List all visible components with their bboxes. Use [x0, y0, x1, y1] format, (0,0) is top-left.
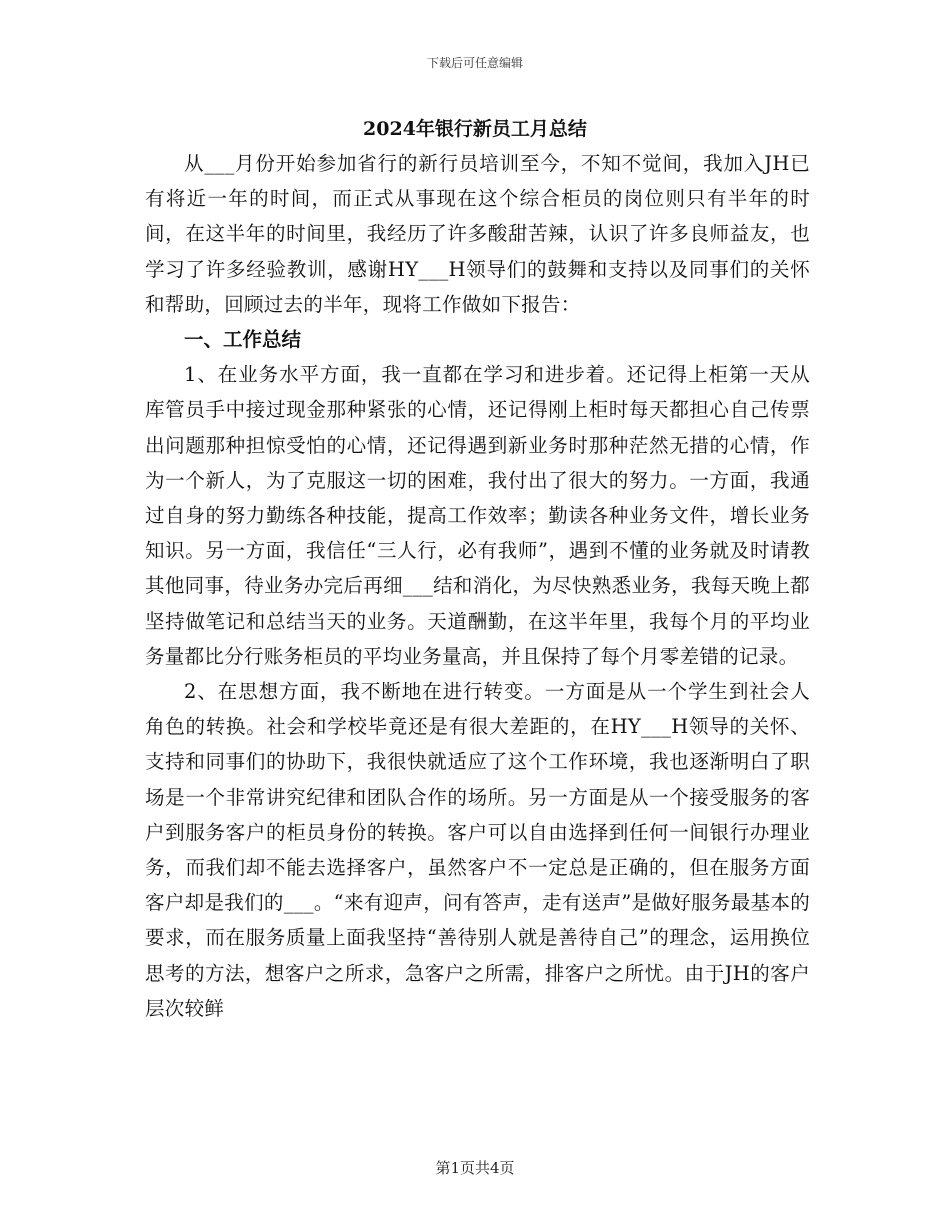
document-title: 2024年银行新员工月总结 [363, 118, 587, 140]
paragraph-business-skills: 1、在业务水平方面，我一直都在学习和进步着。还记得上柜第一天从库管员手中接过现金那种紧张的心情，还记得刚上柜时每天都担心自己传票出问题那种担惊受怕的心情，还记得遇到新业务时那种茫然无措的心情，作为一个新人，为了克服这一切的困难，我付出了很大的努力。一方面，我通过自身的努力勤练各种技能，提高工作效率；勤读各种业务文件，增长业务知识。另一方面，我信任“三人行，必有我师”，遇到不懂的业务就及时请教其他同事，待业务办完后再细___结和消化，为尽快熟悉业务，我每天晚上都坚持做笔记和总结当天的业务。天道酬勤，在这半年里，我每个月的平均业务量都比分行账务柜员的平均业务量高，并且保持了每个月零差错的记录。 [145, 363, 810, 668]
page-number-footer: 第1页共4页 [435, 1159, 515, 1177]
header-note: 下载后可任意编辑 [426, 56, 523, 70]
paragraph-mindset: 2、在思想方面，我不断地在进行转变。一方面是从一个学生到社会人角色的转换。社会和学校毕竟还是有很大差距的，在HY___H领导的关怀、支持和同事们的协助下，我很快就适应了这个工作环境，我也逐渐明白了职场是一个非常讲究纪律和团队合作的场所。另一方面是从一个接受服务的客户到服务客户的柜员身份的转换。客户可以自由选择到任何一间银行办理业务，而我们却不能去选择客户，虽然客户不一定总是正确的，但在服务方面客户却是我们的___。“来有迎声，问有答声，走有送声”是做好服务最基本的要求，而在服务质量上面我坚持“善待别人就是善待自己”的理念，运用换位思考的方法，想客户之所求，急客户之所需，排客户之所忧。由于JH的客户层次较鲜 [145, 680, 810, 1020]
section-heading-work-summary: 一、工作总结 [184, 328, 302, 352]
intro-paragraph: 从___月份开始参加省行的新行员培训至今，不知不觉间，我加入JH已有将近一年的时间，而正式从事现在这个综合柜员的岗位则只有半年的时间，在这半年的时间里，我经历了许多酸甜苦辣，认识了许多良师益友，也学习了许多经验教训，感谢HY___H领导们的鼓舞和支持以及同事们的关怀和帮助，回顾过去的半年，现将工作做如下报告： [145, 152, 810, 316]
document-body [145, 146, 810, 1026]
